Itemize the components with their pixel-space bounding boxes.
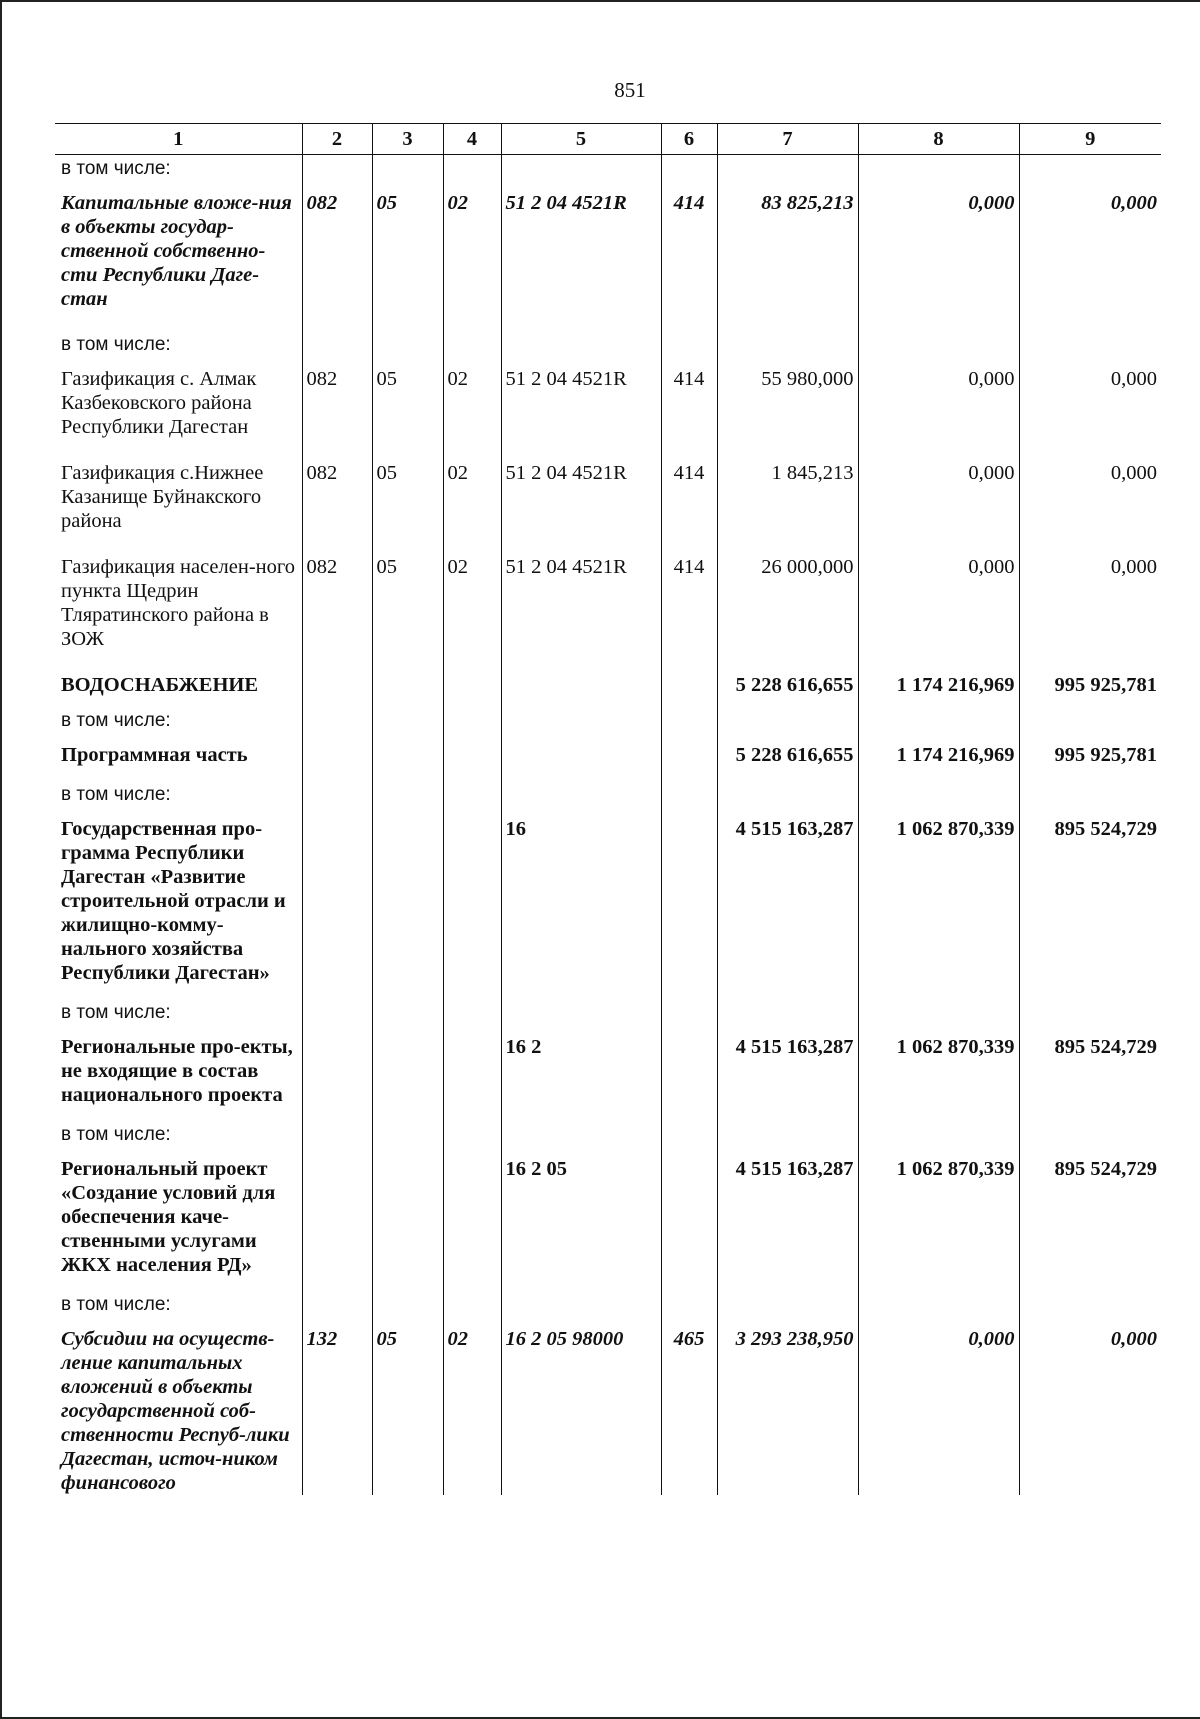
empty-cell <box>302 1291 372 1319</box>
section-cell <box>372 665 443 707</box>
empty-cell <box>661 1291 717 1319</box>
row-name-cell: ВОДОСНАБЖЕНИЕ <box>61 674 259 696</box>
expense-type-cell: 414 <box>661 359 717 453</box>
empty-cell <box>443 999 501 1027</box>
amount-2025-cell: 995 925,781 <box>1019 735 1161 781</box>
empty-cell <box>717 999 858 1027</box>
amount-2023-cell: 4 515 163,287 <box>717 1027 858 1121</box>
empty-cell <box>661 999 717 1027</box>
code-cell: 082 <box>302 547 372 665</box>
subsection-cell <box>443 665 501 707</box>
row-name-cell: Газификация с.Нижнее Казанище Буйнакского района <box>61 462 264 532</box>
target-article-cell: 51 2 04 4521R <box>501 183 661 331</box>
amount-2023-cell: 1 845,213 <box>717 453 858 547</box>
column-header: 9 <box>1019 124 1161 155</box>
subsection-cell <box>443 809 501 999</box>
empty-cell <box>443 331 501 359</box>
section-cell: 05 <box>372 359 443 453</box>
code-cell: 082 <box>302 183 372 331</box>
subsection-cell: 02 <box>443 1319 501 1495</box>
amount-2023-cell: 3 293 238,950 <box>717 1319 858 1495</box>
empty-cell <box>443 1291 501 1319</box>
subtotal-caption-row <box>55 781 1161 809</box>
column-header: 2 <box>302 124 372 155</box>
amount-2024-cell: 0,000 <box>858 1319 1019 1495</box>
empty-cell <box>302 331 372 359</box>
amount-2025-cell: 895 524,729 <box>1019 809 1161 999</box>
column-header: 6 <box>661 124 717 155</box>
target-article-cell: 16 2 05 <box>501 1149 661 1291</box>
row-name-cell: Региональный проект «Создание условий для обеспечения каче-ственными услугами ЖКХ населения РД» <box>61 1158 276 1276</box>
target-article-cell: 16 2 <box>501 1027 661 1121</box>
table-row <box>55 665 1161 707</box>
empty-cell <box>372 781 443 809</box>
target-article-cell: 16 2 05 98000 <box>501 1319 661 1495</box>
section-cell: 05 <box>372 183 443 331</box>
empty-cell <box>661 331 717 359</box>
empty-cell <box>1019 999 1161 1027</box>
empty-cell <box>501 781 661 809</box>
table-row <box>55 809 1161 999</box>
empty-cell <box>302 155 372 184</box>
expense-type-cell: 465 <box>661 1319 717 1495</box>
caption-cell: в том числе: <box>61 784 171 805</box>
row-name-cell: Газификация с. Алмак Казбековского района Республики Дагестан <box>61 368 257 438</box>
target-article-cell: 51 2 04 4521R <box>501 359 661 453</box>
target-article-cell: 51 2 04 4521R <box>501 547 661 665</box>
empty-cell <box>1019 781 1161 809</box>
section-cell <box>372 1149 443 1291</box>
table-row <box>55 547 1161 665</box>
empty-cell <box>302 999 372 1027</box>
empty-cell <box>858 155 1019 184</box>
amount-2023-cell: 5 228 616,655 <box>717 735 858 781</box>
amount-2023-cell: 55 980,000 <box>717 359 858 453</box>
amount-2023-cell: 4 515 163,287 <box>717 809 858 999</box>
target-article-cell: 16 <box>501 809 661 999</box>
table-row <box>55 1319 1161 1495</box>
header-row <box>55 124 1161 155</box>
target-article-cell <box>501 735 661 781</box>
target-article-cell: 51 2 04 4521R <box>501 453 661 547</box>
code-cell <box>302 1149 372 1291</box>
empty-cell <box>717 707 858 735</box>
expense-type-cell <box>661 665 717 707</box>
subsection-cell: 02 <box>443 547 501 665</box>
empty-cell <box>372 331 443 359</box>
amount-2025-cell: 895 524,729 <box>1019 1149 1161 1291</box>
amount-2025-cell: 0,000 <box>1019 453 1161 547</box>
subsection-cell: 02 <box>443 183 501 331</box>
empty-cell <box>501 999 661 1027</box>
empty-cell <box>1019 1291 1161 1319</box>
top-border-line <box>0 0 1200 2</box>
subsection-cell <box>443 1027 501 1121</box>
section-cell: 05 <box>372 1319 443 1495</box>
empty-cell <box>372 155 443 184</box>
amount-2025-cell: 0,000 <box>1019 359 1161 453</box>
empty-cell <box>858 707 1019 735</box>
empty-cell <box>1019 331 1161 359</box>
column-header: 5 <box>501 124 661 155</box>
empty-cell <box>661 781 717 809</box>
expense-type-cell <box>661 735 717 781</box>
amount-2023-cell: 4 515 163,287 <box>717 1149 858 1291</box>
amount-2024-cell: 0,000 <box>858 183 1019 331</box>
amount-2025-cell: 0,000 <box>1019 547 1161 665</box>
amount-2024-cell: 0,000 <box>858 359 1019 453</box>
code-cell: 082 <box>302 453 372 547</box>
subtotal-caption-row <box>55 999 1161 1027</box>
column-header: 3 <box>372 124 443 155</box>
caption-cell: в том числе: <box>61 1124 171 1145</box>
row-name-cell: Газификация населен-ного пункта Щедрин Тляратинского района в ЗОЖ <box>61 556 296 650</box>
empty-cell <box>302 781 372 809</box>
empty-cell <box>717 1121 858 1149</box>
section-cell <box>372 809 443 999</box>
expense-type-cell: 414 <box>661 183 717 331</box>
empty-cell <box>443 707 501 735</box>
empty-cell <box>1019 1121 1161 1149</box>
table-row <box>55 735 1161 781</box>
amount-2025-cell: 0,000 <box>1019 1319 1161 1495</box>
empty-cell <box>661 155 717 184</box>
amount-2024-cell: 0,000 <box>858 547 1019 665</box>
section-cell: 05 <box>372 453 443 547</box>
empty-cell <box>372 1291 443 1319</box>
amount-2024-cell: 1 062 870,339 <box>858 1027 1019 1121</box>
column-header: 1 <box>55 124 302 155</box>
table-row <box>55 453 1161 547</box>
column-header: 7 <box>717 124 858 155</box>
table-row <box>55 359 1161 453</box>
subtotal-caption-row <box>55 707 1161 735</box>
left-border-line <box>0 0 2 1719</box>
empty-cell <box>717 1291 858 1319</box>
code-cell: 082 <box>302 359 372 453</box>
subsection-cell: 02 <box>443 453 501 547</box>
empty-cell <box>443 1121 501 1149</box>
amount-2023-cell: 26 000,000 <box>717 547 858 665</box>
subtotal-caption-row <box>55 331 1161 359</box>
expense-type-cell: 414 <box>661 547 717 665</box>
amount-2024-cell: 0,000 <box>858 453 1019 547</box>
empty-cell <box>302 707 372 735</box>
page-number: 851 <box>614 78 646 102</box>
empty-cell <box>858 781 1019 809</box>
column-header: 4 <box>443 124 501 155</box>
table-row <box>55 1149 1161 1291</box>
amount-2025-cell: 895 524,729 <box>1019 1027 1161 1121</box>
empty-cell <box>501 707 661 735</box>
amount-2023-cell: 5 228 616,655 <box>717 665 858 707</box>
code-cell <box>302 735 372 781</box>
expense-type-cell <box>661 1149 717 1291</box>
empty-cell <box>1019 155 1161 184</box>
empty-cell <box>372 707 443 735</box>
subtotal-caption-row <box>55 1121 1161 1149</box>
empty-cell <box>858 1121 1019 1149</box>
amount-2025-cell: 0,000 <box>1019 183 1161 331</box>
expense-type-cell: 414 <box>661 453 717 547</box>
empty-cell <box>302 1121 372 1149</box>
empty-cell <box>661 1121 717 1149</box>
amount-2025-cell: 995 925,781 <box>1019 665 1161 707</box>
table-body <box>55 155 1161 1496</box>
expense-type-cell <box>661 809 717 999</box>
empty-cell <box>858 999 1019 1027</box>
section-cell: 05 <box>372 547 443 665</box>
empty-cell <box>501 1291 661 1319</box>
subsection-cell: 02 <box>443 359 501 453</box>
budget-table <box>55 123 1161 1495</box>
subsection-cell <box>443 735 501 781</box>
amount-2023-cell: 83 825,213 <box>717 183 858 331</box>
code-cell <box>302 665 372 707</box>
caption-cell: в том числе: <box>61 158 171 179</box>
empty-cell <box>858 331 1019 359</box>
caption-cell: в том числе: <box>61 1002 171 1023</box>
subtotal-caption-row <box>55 155 1161 184</box>
empty-cell <box>372 999 443 1027</box>
subsection-cell <box>443 1149 501 1291</box>
code-cell: 132 <box>302 1319 372 1495</box>
empty-cell <box>372 1121 443 1149</box>
row-name-cell: Капитальные вложе-ния в объекты государ-ственной собственно-сти Республики Даге-стан <box>61 192 292 310</box>
empty-cell <box>501 155 661 184</box>
table-row <box>55 1027 1161 1121</box>
empty-cell <box>661 707 717 735</box>
target-article-cell <box>501 665 661 707</box>
row-name-cell: Субсидии на осуществ-ление капитальных вложений в объекты государственной соб-ственности Респуб-лики Дагестан, источ-ником финансового <box>61 1328 290 1494</box>
code-cell <box>302 1027 372 1121</box>
expense-type-cell <box>661 1027 717 1121</box>
row-name-cell: Региональные про-екты, не входящие в состав национального проекта <box>61 1036 293 1106</box>
empty-cell <box>1019 707 1161 735</box>
amount-2024-cell: 1 174 216,969 <box>858 735 1019 781</box>
row-name-cell: Программная часть <box>61 744 248 766</box>
amount-2024-cell: 1 062 870,339 <box>858 809 1019 999</box>
empty-cell <box>443 155 501 184</box>
empty-cell <box>858 1291 1019 1319</box>
amount-2024-cell: 1 062 870,339 <box>858 1149 1019 1291</box>
section-cell <box>372 1027 443 1121</box>
empty-cell <box>717 331 858 359</box>
subtotal-caption-row <box>55 1291 1161 1319</box>
column-header: 8 <box>858 124 1019 155</box>
table-row <box>55 183 1161 331</box>
empty-cell <box>717 155 858 184</box>
section-cell <box>372 735 443 781</box>
code-cell <box>302 809 372 999</box>
caption-cell: в том числе: <box>61 1294 171 1315</box>
empty-cell <box>717 781 858 809</box>
empty-cell <box>501 1121 661 1149</box>
empty-cell <box>443 781 501 809</box>
empty-cell <box>501 331 661 359</box>
amount-2024-cell: 1 174 216,969 <box>858 665 1019 707</box>
row-name-cell: Государственная про-грамма Республики Дагестан «Развитие строительной отрасли и жилищно-комму-нального хозяйства Республики Дагестан» <box>61 818 286 984</box>
caption-cell: в том числе: <box>61 334 171 355</box>
caption-cell: в том числе: <box>61 710 171 731</box>
